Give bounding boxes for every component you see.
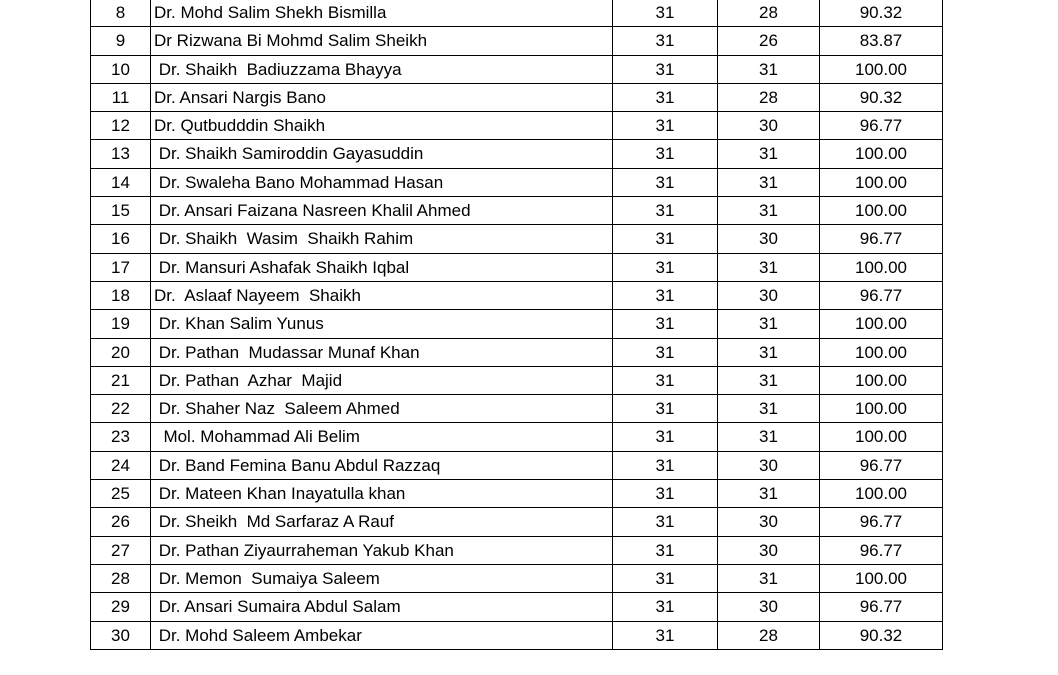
total-days-cell: 31 (613, 27, 718, 55)
total-days-cell: 31 (613, 451, 718, 479)
table-row (91, 140, 943, 168)
percentage-cell: 100.00 (820, 140, 943, 168)
total-days-cell: 31 (613, 366, 718, 394)
name-cell: Dr. Pathan Mudassar Munaf Khan (151, 338, 613, 366)
table-row (91, 536, 943, 564)
percentage-cell: 96.77 (820, 508, 943, 536)
name-cell: Dr. Ansari Faizana Nasreen Khalil Ahmed (151, 197, 613, 225)
attended-days-cell: 30 (718, 536, 820, 564)
percentage-cell: 96.77 (820, 593, 943, 621)
serial-number-cell: 12 (91, 112, 151, 140)
attended-days-cell: 30 (718, 225, 820, 253)
total-days-cell: 31 (613, 197, 718, 225)
name-cell: Dr. Shaikh Badiuzzama Bhayya (151, 55, 613, 83)
serial-number-cell: 30 (91, 621, 151, 649)
total-days-cell: 31 (613, 253, 718, 281)
serial-number-cell: 20 (91, 338, 151, 366)
percentage-cell: 100.00 (820, 423, 943, 451)
percentage-cell: 100.00 (820, 395, 943, 423)
name-cell: Mol. Mohammad Ali Belim (151, 423, 613, 451)
serial-number-cell: 22 (91, 395, 151, 423)
percentage-cell: 96.77 (820, 451, 943, 479)
percentage-cell: 83.87 (820, 27, 943, 55)
percentage-cell: 100.00 (820, 480, 943, 508)
attended-days-cell: 28 (718, 621, 820, 649)
serial-number-cell: 9 (91, 27, 151, 55)
serial-number-cell: 19 (91, 310, 151, 338)
percentage-cell: 100.00 (820, 197, 943, 225)
attended-days-cell: 31 (718, 168, 820, 196)
name-cell: Dr. Mohd Saleem Ambekar (151, 621, 613, 649)
total-days-cell: 31 (613, 55, 718, 83)
attended-days-cell: 31 (718, 395, 820, 423)
name-cell: Dr. Mohd Salim Shekh Bismilla (151, 0, 613, 27)
total-days-cell: 31 (613, 225, 718, 253)
table-row (91, 310, 943, 338)
total-days-cell: 31 (613, 395, 718, 423)
name-cell: Dr. Shaikh Wasim Shaikh Rahim (151, 225, 613, 253)
total-days-cell: 31 (613, 423, 718, 451)
table-row (91, 197, 943, 225)
name-cell: Dr. Memon Sumaiya Saleem (151, 564, 613, 592)
attendance-table-body (91, 0, 943, 649)
attended-days-cell: 31 (718, 197, 820, 225)
table-row (91, 564, 943, 592)
total-days-cell: 31 (613, 112, 718, 140)
attended-days-cell: 31 (718, 564, 820, 592)
table-row (91, 621, 943, 649)
table-row (91, 281, 943, 309)
attended-days-cell: 26 (718, 27, 820, 55)
serial-number-cell: 10 (91, 55, 151, 83)
attended-days-cell: 31 (718, 338, 820, 366)
total-days-cell: 31 (613, 508, 718, 536)
attended-days-cell: 31 (718, 423, 820, 451)
table-row (91, 395, 943, 423)
attended-days-cell: 30 (718, 508, 820, 536)
serial-number-cell: 11 (91, 83, 151, 111)
table-row (91, 225, 943, 253)
table-row (91, 83, 943, 111)
attended-days-cell: 30 (718, 593, 820, 621)
total-days-cell: 31 (613, 564, 718, 592)
serial-number-cell: 26 (91, 508, 151, 536)
name-cell: Dr. Ansari Nargis Bano (151, 83, 613, 111)
name-cell: Dr. Mansuri Ashafak Shaikh Iqbal (151, 253, 613, 281)
name-cell: Dr. Sheikh Md Sarfaraz A Rauf (151, 508, 613, 536)
percentage-cell: 100.00 (820, 168, 943, 196)
attended-days-cell: 30 (718, 112, 820, 140)
name-cell: Dr. Shaikh Samiroddin Gayasuddin (151, 140, 613, 168)
total-days-cell: 31 (613, 83, 718, 111)
name-cell: Dr. Khan Salim Yunus (151, 310, 613, 338)
attended-days-cell: 31 (718, 366, 820, 394)
percentage-cell: 100.00 (820, 55, 943, 83)
table-row (91, 27, 943, 55)
serial-number-cell: 29 (91, 593, 151, 621)
serial-number-cell: 24 (91, 451, 151, 479)
serial-number-cell: 25 (91, 480, 151, 508)
table-row (91, 168, 943, 196)
serial-number-cell: 18 (91, 281, 151, 309)
name-cell: Dr. Aslaaf Nayeem Shaikh (151, 281, 613, 309)
name-cell: Dr. Band Femina Banu Abdul Razzaq (151, 451, 613, 479)
table-row (91, 451, 943, 479)
name-cell: Dr. Pathan Ziyaurraheman Yakub Khan (151, 536, 613, 564)
table-row (91, 0, 943, 27)
percentage-cell: 90.32 (820, 83, 943, 111)
percentage-cell: 96.77 (820, 281, 943, 309)
total-days-cell: 31 (613, 281, 718, 309)
serial-number-cell: 15 (91, 197, 151, 225)
attended-days-cell: 28 (718, 0, 820, 27)
name-cell: Dr. Ansari Sumaira Abdul Salam (151, 593, 613, 621)
serial-number-cell: 21 (91, 366, 151, 394)
serial-number-cell: 27 (91, 536, 151, 564)
table-row (91, 508, 943, 536)
percentage-cell: 100.00 (820, 564, 943, 592)
table-row (91, 423, 943, 451)
percentage-cell: 90.32 (820, 0, 943, 27)
total-days-cell: 31 (613, 536, 718, 564)
attended-days-cell: 31 (718, 253, 820, 281)
serial-number-cell: 28 (91, 564, 151, 592)
percentage-cell: 100.00 (820, 366, 943, 394)
table-row (91, 112, 943, 140)
attendance-table (90, 0, 943, 650)
percentage-cell: 90.32 (820, 621, 943, 649)
total-days-cell: 31 (613, 621, 718, 649)
table-row (91, 338, 943, 366)
percentage-cell: 96.77 (820, 536, 943, 564)
table-row (91, 480, 943, 508)
attended-days-cell: 31 (718, 310, 820, 338)
total-days-cell: 31 (613, 593, 718, 621)
name-cell: Dr Rizwana Bi Mohmd Salim Sheikh (151, 27, 613, 55)
serial-number-cell: 16 (91, 225, 151, 253)
attended-days-cell: 31 (718, 140, 820, 168)
attended-days-cell: 30 (718, 451, 820, 479)
name-cell: Dr. Swaleha Bano Mohammad Hasan (151, 168, 613, 196)
percentage-cell: 100.00 (820, 310, 943, 338)
total-days-cell: 31 (613, 0, 718, 27)
name-cell: Dr. Pathan Azhar Majid (151, 366, 613, 394)
percentage-cell: 96.77 (820, 112, 943, 140)
percentage-cell: 96.77 (820, 225, 943, 253)
table-row (91, 253, 943, 281)
attended-days-cell: 31 (718, 55, 820, 83)
name-cell: Dr. Shaher Naz Saleem Ahmed (151, 395, 613, 423)
total-days-cell: 31 (613, 168, 718, 196)
attended-days-cell: 28 (718, 83, 820, 111)
table-row (91, 366, 943, 394)
table-row (91, 593, 943, 621)
table-row (91, 55, 943, 83)
serial-number-cell: 17 (91, 253, 151, 281)
attended-days-cell: 31 (718, 480, 820, 508)
serial-number-cell: 8 (91, 0, 151, 27)
serial-number-cell: 14 (91, 168, 151, 196)
total-days-cell: 31 (613, 310, 718, 338)
percentage-cell: 100.00 (820, 253, 943, 281)
serial-number-cell: 23 (91, 423, 151, 451)
total-days-cell: 31 (613, 338, 718, 366)
serial-number-cell: 13 (91, 140, 151, 168)
total-days-cell: 31 (613, 480, 718, 508)
name-cell: Dr. Qutbudddin Shaikh (151, 112, 613, 140)
name-cell: Dr. Mateen Khan Inayatulla khan (151, 480, 613, 508)
attended-days-cell: 30 (718, 281, 820, 309)
percentage-cell: 100.00 (820, 338, 943, 366)
total-days-cell: 31 (613, 140, 718, 168)
